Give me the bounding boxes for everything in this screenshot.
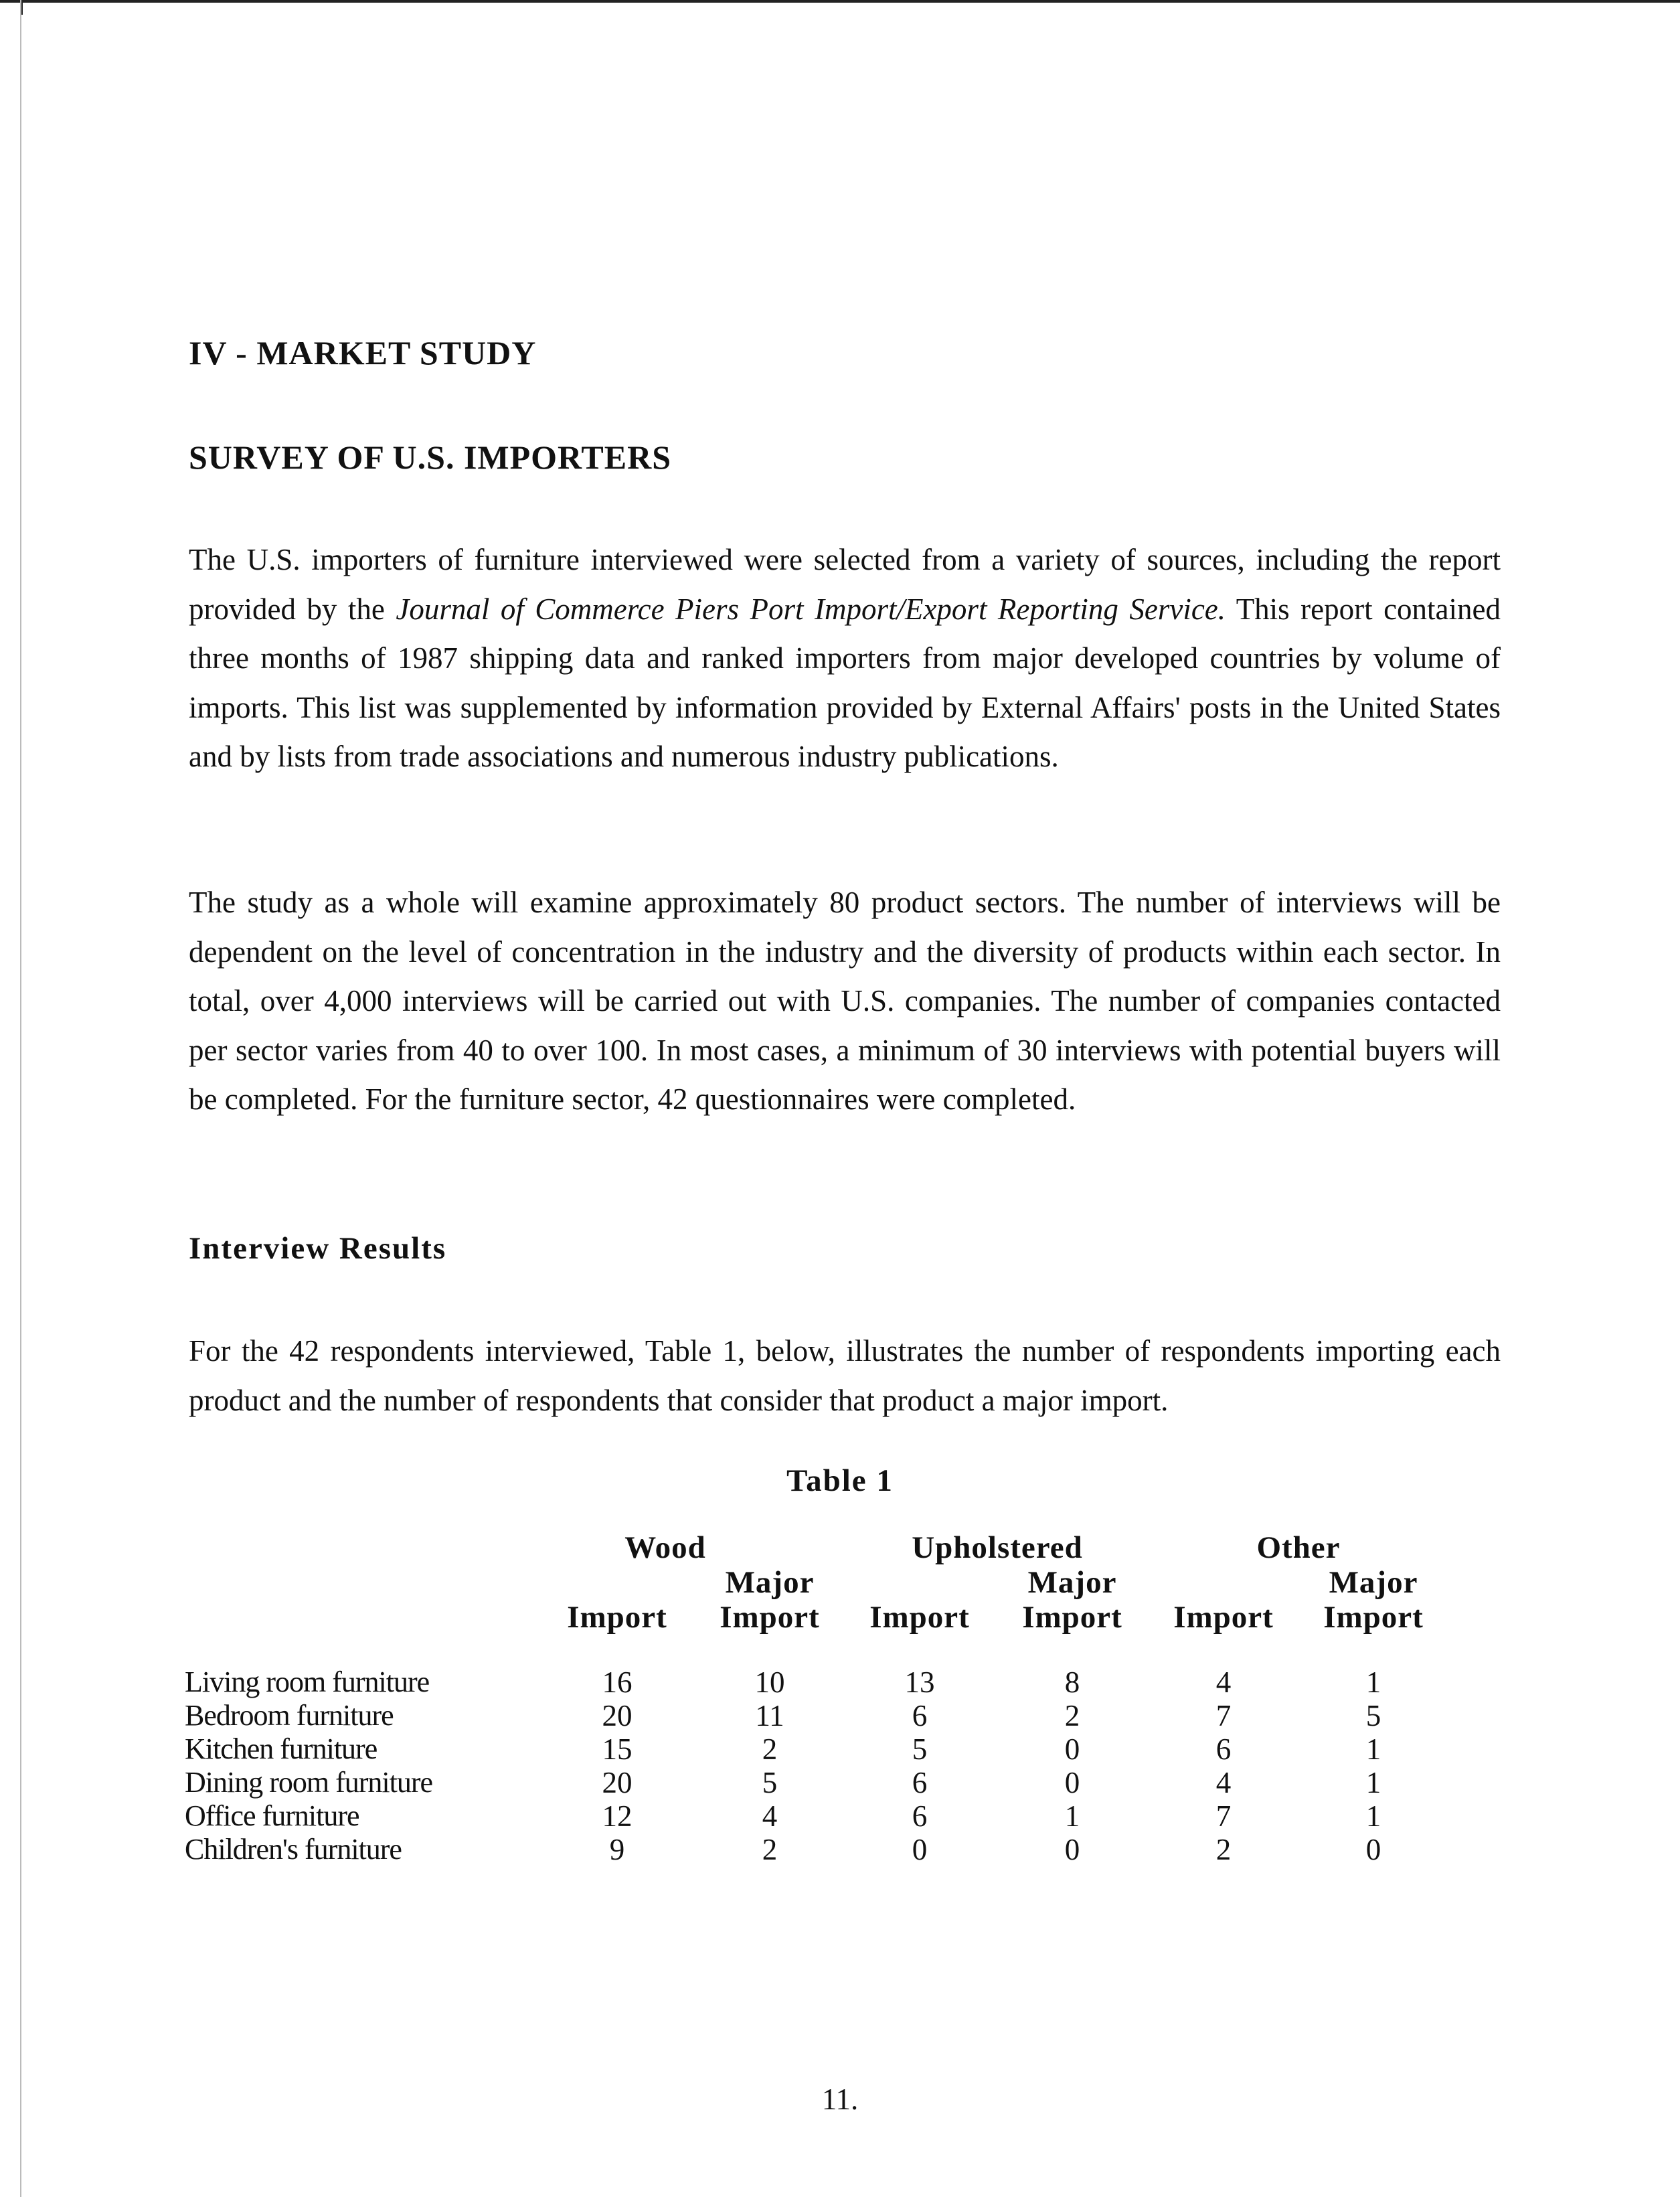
page-top-edge: [0, 0, 1680, 3]
row-label: Kitchen furniture: [185, 1732, 377, 1765]
subheader-major-upholstered: Major: [1027, 1565, 1117, 1600]
table-cell: 7: [1215, 1699, 1232, 1732]
table-cell: 5: [762, 1766, 778, 1799]
table-cell: 0: [912, 1833, 928, 1866]
table-cell: 0: [1064, 1833, 1080, 1866]
row-label: Living room furniture: [185, 1665, 430, 1698]
table-cell: 10: [754, 1665, 785, 1699]
subheader-import-other: Import: [1173, 1600, 1274, 1635]
intro-paragraph: [189, 536, 1501, 782]
study-paragraph: The study as a whole will examine approximately 80 product sectors. The number of interviews will be dependent on the level of concentration in the industry and the diversity of products within each sector. In total, over 4,000 interviews will be carried out with U.S. companies. The number of companies contacted per sector varies from 40 to over 100. In most cases, a minimum of 30 interviews with potential buyers will be completed. For the furniture sector, 42 questionnaires were completed.: [189, 886, 1501, 1116]
table-cell: 2: [762, 1732, 778, 1766]
table-cell: 8: [1064, 1665, 1080, 1699]
table-cell: 1: [1365, 1766, 1381, 1799]
table-cell: 20: [602, 1766, 633, 1799]
subheader-major-import-other: Import: [1323, 1600, 1424, 1635]
subheader-major-other: Major: [1329, 1565, 1418, 1600]
table-cell: 0: [1064, 1766, 1080, 1799]
table-cell: 11: [755, 1699, 784, 1732]
table-cell: 6: [912, 1766, 928, 1799]
table-cell: 1: [1365, 1665, 1381, 1699]
row-label: Bedroom furniture: [185, 1699, 394, 1732]
table-cell: 6: [912, 1699, 928, 1732]
table-cell: 0: [1064, 1732, 1080, 1766]
table-cell: 9: [609, 1833, 625, 1866]
table-title: Table 1: [786, 1463, 894, 1498]
subheader-major-import-wood: Import: [720, 1600, 820, 1635]
page-number: 11.: [821, 2083, 859, 2116]
table-cell: 5: [912, 1732, 928, 1766]
intro-text-a: The U.S. importers of furniture interviewed were selected from a variety of sources, including the report provided by the: [189, 543, 1501, 626]
table-cell: 20: [602, 1699, 633, 1732]
table-cell: 4: [1215, 1766, 1232, 1799]
table-cell: 1: [1365, 1732, 1381, 1766]
group-header-wood: Wood: [624, 1530, 706, 1565]
intro-text-b: This report contained three months of 1987 shipping data and ranked importers from major developed countries by volume of imports. This list was supplemented by information provided by External Affairs' posts in the United States and by lists from trade associations and numerous industry publications.: [189, 592, 1501, 773]
subheader-major-import-upholstered: Import: [1022, 1600, 1122, 1635]
subheader-major-wood: Major: [725, 1565, 815, 1600]
table-cell: 6: [1215, 1732, 1232, 1766]
subheader-import-upholstered: Import: [869, 1600, 970, 1635]
table-cell: 1: [1064, 1799, 1080, 1833]
section-title: IV - MARKET STUDY: [189, 334, 537, 372]
journal-title: Journal of Commerce Piers Port Import/Export Reporting Service.: [396, 592, 1226, 626]
table-cell: 2: [1215, 1833, 1232, 1866]
table-cell: 16: [602, 1665, 633, 1699]
table-cell: 15: [602, 1732, 633, 1766]
row-label: Office furniture: [185, 1799, 359, 1832]
row-label: Dining room furniture: [185, 1766, 433, 1799]
group-header-upholstered: Upholstered: [912, 1530, 1083, 1565]
subsection-title: SURVEY OF U.S. IMPORTERS: [189, 438, 672, 476]
table-cell: 6: [912, 1799, 928, 1833]
table-cell: 4: [762, 1799, 778, 1833]
corner-mark: [21, 0, 23, 15]
table-cell: 5: [1365, 1699, 1381, 1732]
row-label: Children's furniture: [185, 1833, 402, 1866]
respondents-paragraph: For the 42 respondents interviewed, Table 1, below, illustrates the number of respondents importing each product and the number of respondents that consider that product a major import.: [189, 1334, 1501, 1417]
table-cell: 1: [1365, 1799, 1381, 1833]
table-cell: 13: [904, 1665, 935, 1699]
page-left-edge: [20, 0, 21, 2197]
table-cell: 2: [762, 1833, 778, 1866]
table-cell: 2: [1064, 1699, 1080, 1732]
group-header-other: Other: [1256, 1530, 1341, 1565]
table-cell: 12: [602, 1799, 633, 1833]
table-cell: 0: [1365, 1833, 1381, 1866]
interview-results-heading: Interview Results: [189, 1231, 447, 1266]
table-cell: 4: [1215, 1665, 1232, 1699]
table-cell: 7: [1215, 1799, 1232, 1833]
subheader-import-wood: Import: [567, 1600, 667, 1635]
